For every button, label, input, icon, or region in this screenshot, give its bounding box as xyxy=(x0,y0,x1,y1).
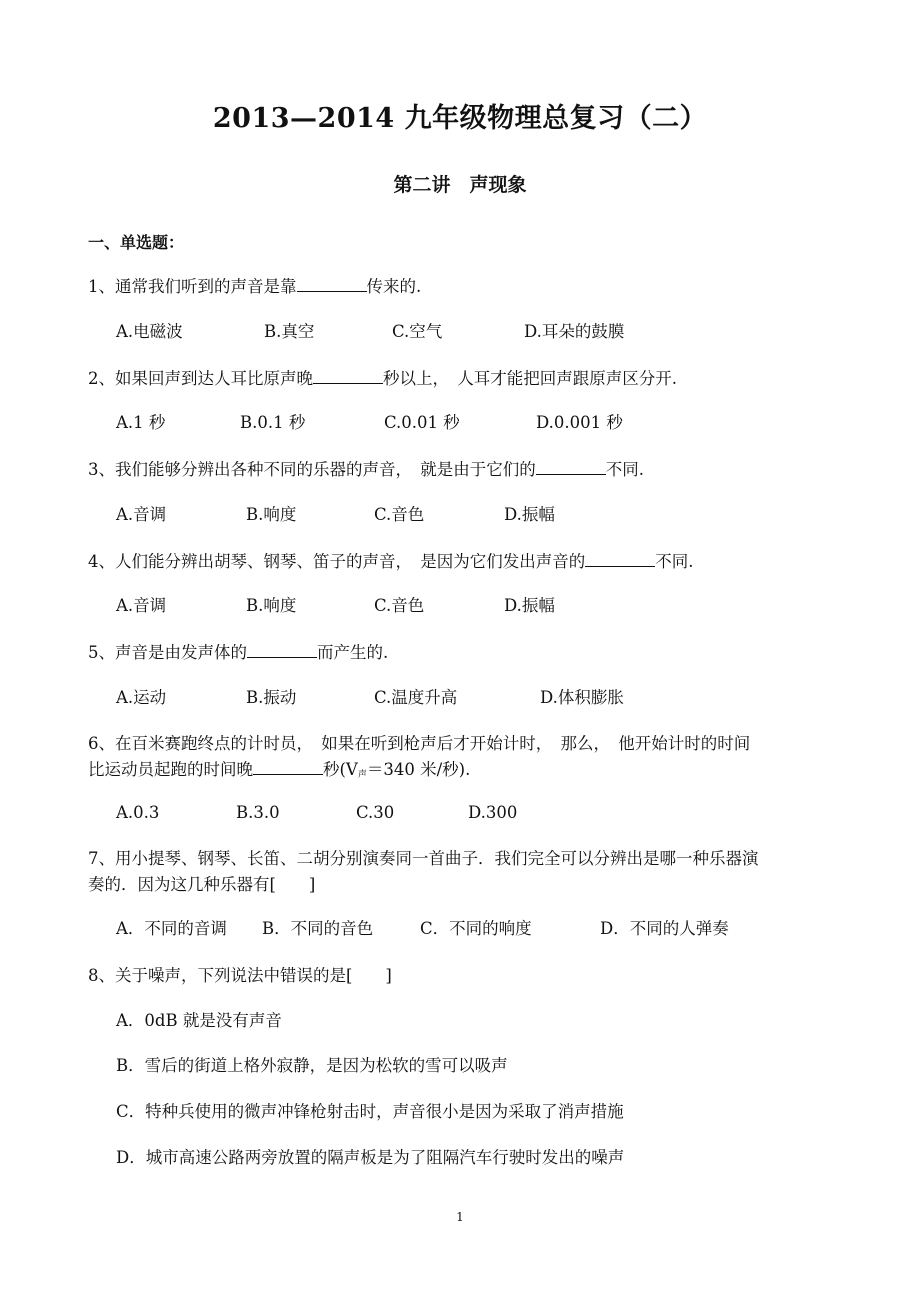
option-d: D.300 xyxy=(468,803,518,822)
option-b: B．雪后的街道上格外寂静，是因为松软的雪可以吸声 xyxy=(116,1056,508,1075)
option-c: C.音色 xyxy=(374,505,425,524)
question-7-stem-line1: 7、用小提琴、钢琴、长笛、二胡分别演奏同一首曲子．我们完全可以分辨出是哪一种乐器演 xyxy=(88,849,759,868)
question-6-stem-end: ＝340 米/秒). xyxy=(366,760,471,779)
question-8-stem: 8、关于噪声，下列说法中错误的是[ ] xyxy=(88,966,392,985)
option-b: B.振动 xyxy=(246,688,297,707)
option-a: A.1 秒 xyxy=(116,413,166,432)
answer-blank xyxy=(313,369,383,384)
question-7-stem-line2: 奏的．因为这几种乐器有[ ] xyxy=(88,875,316,894)
question-4-stem-end: 不同. xyxy=(655,552,694,571)
option-d: D.振幅 xyxy=(504,505,555,524)
question-1 xyxy=(88,274,838,300)
option-a: A.运动 xyxy=(116,688,167,707)
velocity-subscript: 声 xyxy=(357,770,367,780)
question-2-stem-end: 秒以上， 人耳才能把回声跟原声区分开. xyxy=(383,369,677,388)
option-b: B.真空 xyxy=(264,322,315,341)
question-2 xyxy=(88,366,838,392)
answer-blank xyxy=(536,460,606,475)
answer-blank xyxy=(253,760,323,775)
option-d: D.0.001 秒 xyxy=(536,413,623,432)
question-6 xyxy=(88,731,838,757)
option-a: A．不同的音调 xyxy=(116,919,227,938)
lecture-subtitle: 第二讲 声现象 xyxy=(393,174,527,196)
option-d: D．城市高速公路两旁放置的隔声板是为了阻隔汽车行驶时发出的噪声 xyxy=(116,1148,625,1167)
option-c: C.空气 xyxy=(392,322,443,341)
question-6-stem-line2: 比运动员起跑的时间晚 xyxy=(88,760,253,779)
question-8 xyxy=(88,963,838,989)
page-title: 2013—2014 九年级物理总复习（二） xyxy=(212,103,708,134)
option-c: C.0.01 秒 xyxy=(384,413,460,432)
option-c: C．不同的响度 xyxy=(420,919,532,938)
question-2-stem: 2、如果回声到达人耳比原声晚 xyxy=(88,369,313,388)
question-3 xyxy=(88,457,838,483)
question-7 xyxy=(88,846,838,872)
question-5-stem-end: 而产生的. xyxy=(317,643,389,662)
question-3-stem: 3、我们能够分辨出各种不同的乐器的声音， 就是由于它们的 xyxy=(88,460,536,479)
answer-blank xyxy=(247,643,317,658)
answer-blank xyxy=(297,277,367,292)
option-a: A．0dB 就是没有声音 xyxy=(116,1011,282,1030)
question-3-stem-end: 不同. xyxy=(605,460,644,479)
option-d: D.耳朵的鼓膜 xyxy=(524,322,625,341)
question-4-stem: 4、人们能分辨出胡琴、钢琴、笛子的声音， 是因为它们发出声音的 xyxy=(88,552,586,571)
option-b: B.3.0 xyxy=(236,803,280,822)
option-d: D.振幅 xyxy=(504,596,555,615)
option-d: D．不同的人弹奏 xyxy=(600,919,729,938)
option-b: B.响度 xyxy=(246,505,297,524)
answer-blank xyxy=(585,552,655,567)
question-5 xyxy=(88,640,838,666)
option-c: C.30 xyxy=(356,803,395,822)
page-number: 1 xyxy=(456,1210,464,1224)
option-d: D.体积膨胀 xyxy=(540,688,624,707)
question-6-stem-mid: 秒(V xyxy=(323,760,358,779)
option-a: A.音调 xyxy=(116,596,167,615)
option-c: C．特种兵使用的微声冲锋枪射击时，声音很小是因为采取了消声措施 xyxy=(116,1102,624,1121)
option-a: A.0.3 xyxy=(116,803,160,822)
question-6-stem-line1: 6、在百米赛跑终点的计时员， 如果在听到枪声后才开始计时， 那么， 他开始计时的时间 xyxy=(88,734,751,753)
option-a: A.电磁波 xyxy=(116,322,183,341)
question-7-line2 xyxy=(88,872,838,898)
question-6-line2 xyxy=(88,757,838,788)
option-c: C.音色 xyxy=(374,596,425,615)
option-b: B.0.1 秒 xyxy=(240,413,306,432)
question-1-stem-end: 传来的. xyxy=(366,277,422,296)
question-4 xyxy=(88,549,838,575)
option-b: B．不同的音色 xyxy=(262,919,374,938)
question-1-stem: 1、通常我们听到的声音是靠 xyxy=(88,277,297,296)
option-b: B.响度 xyxy=(246,596,297,615)
option-c: C.温度升高 xyxy=(374,688,458,707)
option-a: A.音调 xyxy=(116,505,167,524)
question-5-stem: 5、声音是由发声体的 xyxy=(88,643,247,662)
section-heading: 一、单选题： xyxy=(88,233,185,252)
